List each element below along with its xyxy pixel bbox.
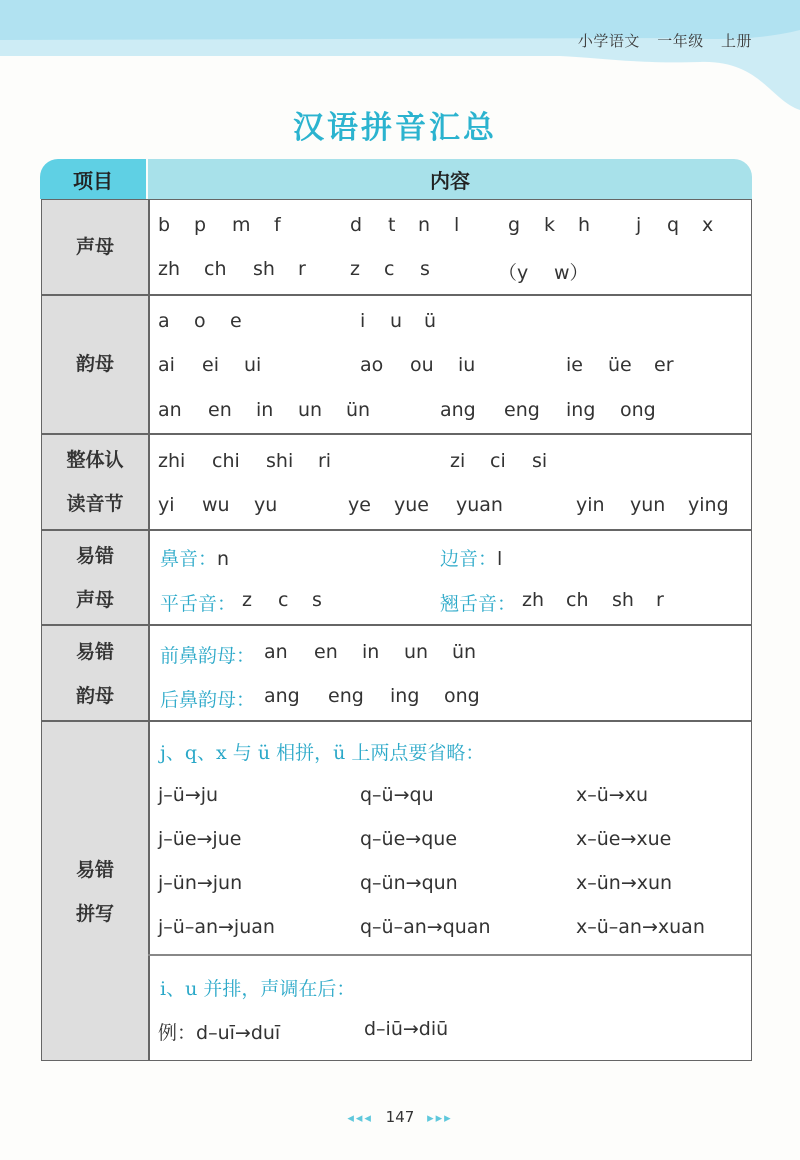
front-un: un (404, 641, 429, 663)
pinyin-summary-table (41, 199, 752, 1061)
zhengti-ci: ci (490, 450, 506, 472)
yunmu-ei: ei (202, 354, 219, 376)
label-yicuo-pinxie-1: 易错 (75, 859, 114, 881)
shengmu-j: j (636, 214, 642, 236)
zhengti-yi: yi (158, 494, 175, 516)
zhengti-yue: yue (394, 494, 429, 516)
label-yicuo-shengmu-1: 易错 (75, 545, 114, 567)
label-shengmu: 声母 (75, 236, 114, 258)
lateral-value: l (497, 548, 503, 570)
zhengti-wu: wu (202, 494, 230, 516)
label-yicuo-yunmu-1: 易错 (75, 641, 114, 663)
front-en: en (314, 641, 338, 663)
nasal-value: n (217, 548, 230, 570)
example-diu: d–iū→diū (364, 1018, 449, 1040)
page-footer (0, 1108, 800, 1126)
yunmu-er: er (654, 354, 674, 376)
example-dui: d–uī→duī (196, 1022, 281, 1044)
back-nasal-label: 后鼻韵母： (160, 689, 256, 711)
shengmu-zh: zh (158, 258, 181, 280)
header-content: 内容 (148, 159, 752, 199)
zhengti-zhi: zhi (158, 450, 186, 472)
yunmu-ing: ing (566, 399, 596, 421)
rule-jqx-u: j、q、x 与 ü 相拼，ü 上两点要省略： (160, 742, 485, 764)
label-yicuo-yunmu-2: 韵母 (75, 685, 114, 707)
retro-r: r (656, 589, 664, 611)
shengmu-x: x (702, 214, 714, 236)
yunmu-o: o (194, 310, 206, 332)
back-ong: ong (444, 685, 480, 707)
spell-xuan: x–ü–an→xuan (576, 916, 705, 938)
zhengti-ye: ye (348, 494, 371, 516)
yunmu-ve: üe (608, 354, 632, 376)
yunmu-un: un (298, 399, 323, 421)
page-title: 汉语拼音汇总 (293, 110, 497, 146)
flat-tongue-label: 平舌音： (160, 593, 237, 615)
page-header (566, 30, 752, 51)
shengmu-f: f (274, 214, 281, 236)
shengmu-w: w） (554, 262, 589, 284)
yunmu-in: in (256, 399, 274, 421)
zhengti-shi: shi (266, 450, 294, 472)
flat-z: z (242, 589, 252, 611)
yunmu-e: e (230, 310, 242, 332)
shengmu-r: r (298, 258, 306, 280)
spell-xun: x–ün→xun (576, 872, 673, 894)
front-nasal-label: 前鼻韵母： (160, 645, 256, 667)
shengmu-ch: ch (204, 258, 227, 280)
header-volume: 上册 (720, 32, 752, 50)
label-zhengti-1: 整体认 (66, 449, 124, 471)
shengmu-d: d (350, 214, 363, 236)
yunmu-ou: ou (410, 354, 434, 376)
spell-xu: x–ü→xu (576, 784, 648, 806)
back-ang: ang (264, 685, 300, 707)
label-yicuo-shengmu-2: 声母 (75, 589, 114, 611)
shengmu-y: （y (498, 262, 529, 284)
label-yunmu: 韵母 (75, 353, 114, 375)
flat-c: c (278, 589, 289, 611)
yunmu-iu: iu (458, 354, 476, 376)
label-yicuo-pinxie-2: 拼写 (75, 903, 114, 925)
zhengti-ri: ri (318, 450, 332, 472)
page-number: 147 (385, 1108, 415, 1126)
shengmu-g: g (508, 214, 521, 236)
header-item: 项目 (40, 159, 146, 199)
label-zhengti-2: 读音节 (66, 493, 124, 515)
yunmu-a: a (158, 310, 170, 332)
zhengti-si: si (532, 450, 548, 472)
shengmu-s: s (420, 258, 430, 280)
yunmu-ong: ong (620, 399, 656, 421)
yunmu-ai: ai (158, 354, 175, 376)
yunmu-an: an (158, 399, 182, 421)
zhengti-yun: yun (630, 494, 666, 516)
retro-zh: zh (522, 589, 545, 611)
shengmu-p: p (194, 214, 207, 236)
shengmu-q: q (667, 214, 680, 236)
yunmu-ang: ang (440, 399, 476, 421)
yunmu-eng: eng (504, 399, 540, 421)
header-grade: 一年级 (657, 32, 704, 50)
spell-xue: x–üe→xue (576, 828, 672, 850)
spell-ju: j–ü→ju (158, 784, 219, 806)
zhengti-zi: zi (450, 450, 466, 472)
header-subject: 小学语文 (577, 32, 640, 50)
spell-que: q–üe→que (360, 828, 458, 850)
spell-quan: q–ü–an→quan (360, 916, 491, 938)
yunmu-u: u (390, 310, 403, 332)
yunmu-en: en (208, 399, 232, 421)
shengmu-z: z (350, 258, 360, 280)
rule-iu-tone: i、u 并排，声调在后： (160, 978, 356, 1000)
back-eng: eng (328, 685, 364, 707)
shengmu-b: b (158, 214, 171, 236)
flat-s: s (312, 589, 322, 611)
shengmu-n: n (418, 214, 431, 236)
shengmu-l: l (454, 214, 460, 236)
left-arrows-icon: ◂◂◂ (347, 1111, 373, 1126)
spell-jue: j–üe→jue (158, 828, 242, 850)
shengmu-m: m (232, 214, 251, 236)
zhengti-yin: yin (576, 494, 605, 516)
retro-ch: ch (566, 589, 589, 611)
shengmu-c: c (384, 258, 395, 280)
nasal-label: 鼻音： (160, 548, 218, 570)
zhengti-yuan: yuan (456, 494, 503, 516)
spell-jun: j–ün→jun (158, 872, 243, 894)
retroflex-label: 翘舌音： (440, 593, 517, 615)
spell-qun: q–ün→qun (360, 872, 458, 894)
spell-qu: q–ü→qu (360, 784, 434, 806)
yunmu-ao: ao (360, 354, 384, 376)
table-header (40, 159, 752, 199)
yunmu-v: ü (424, 310, 437, 332)
retro-sh: sh (612, 589, 634, 611)
front-vn: ün (452, 641, 477, 663)
example-label: 例： (158, 1022, 197, 1044)
shengmu-h: h (578, 214, 591, 236)
front-in: in (362, 641, 380, 663)
zhengti-yu: yu (254, 494, 278, 516)
spell-juan: j–ü–an→juan (158, 916, 275, 938)
yunmu-i: i (360, 310, 366, 332)
front-an: an (264, 641, 288, 663)
shengmu-k: k (544, 214, 556, 236)
shengmu-sh: sh (253, 258, 275, 280)
shengmu-t: t (388, 214, 396, 236)
lateral-label: 边音： (440, 548, 498, 570)
right-arrows-icon: ▸▸▸ (427, 1111, 453, 1126)
yunmu-ui: ui (244, 354, 262, 376)
yunmu-ie: ie (566, 354, 583, 376)
zhengti-chi: chi (212, 450, 240, 472)
zhengti-ying: ying (688, 494, 729, 516)
back-ing: ing (390, 685, 420, 707)
yunmu-vn: ün (346, 399, 371, 421)
